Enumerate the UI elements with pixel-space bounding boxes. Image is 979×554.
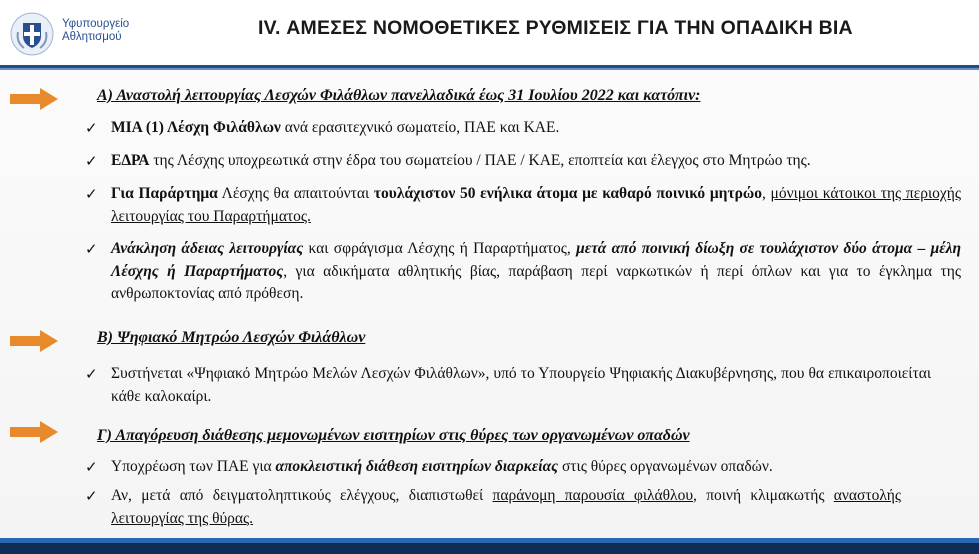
checkmark-icon: ✓ — [85, 185, 98, 203]
item-underlined-text-2: αναστολής λειτουργίας της θύρας. — [111, 487, 901, 527]
orange-arrow-icon — [10, 421, 58, 443]
item-bold-text: Για Παράρτημα — [111, 185, 218, 202]
section-a-heading: Α) Αναστολή λειτουργίας Λεσχών Φιλάθλων πανελλαδικά έως 31 Ιουλίου 2022 και κατόπιν: — [97, 87, 701, 104]
orange-arrow-icon — [10, 88, 58, 110]
item-text: ανά ερασιτεχνικό σωματείο, ΠΑΕ και ΚΑΕ. — [280, 119, 560, 136]
section-c-item-1 — [111, 456, 961, 479]
item-text: Αν, μετά από δειγματοληπτικούς ελέγχους, διαπιστωθεί — [111, 487, 493, 504]
checkmark-icon: ✓ — [85, 119, 98, 137]
item-underlined-text: μόνιμοι κάτοικοι της περιοχής λειτουργίας του Παραρτήματος. — [111, 185, 961, 225]
checkmark-icon: ✓ — [85, 458, 98, 476]
slide-header — [0, 0, 979, 62]
checkmark-icon: ✓ — [85, 487, 98, 505]
item-text: Υποχρέωση των ΠΑΕ για — [111, 458, 276, 475]
item-bold-text: ΕΔΡΑ — [111, 152, 150, 169]
item-underlined-text: παράνομη παρουσία φιλάθλου — [492, 487, 693, 504]
section-a-item-3 — [111, 183, 961, 228]
item-text-2: , ποινή κλιμακωτής — [693, 487, 834, 504]
item-bold-text: ΜΙΑ (1) Λέσχη Φιλάθλων — [111, 119, 281, 136]
section-c-heading: Γ) Απαγόρευση διάθεσης μεμονωμένων εισιτηρίων στις θύρες των οργανωμένων οπαδών — [97, 427, 690, 444]
item-text: και σφράγισμα Λέσχης ή Παραρτήματος, — [303, 240, 577, 257]
checkmark-icon: ✓ — [85, 240, 98, 258]
section-b-item-1 — [111, 363, 931, 408]
checkmark-icon: ✓ — [85, 365, 98, 383]
ministry-line-2: Αθλητισμού — [62, 31, 122, 43]
section-a-item-4 — [111, 238, 961, 306]
greek-coat-of-arms-icon — [10, 12, 54, 56]
item-bold-text-2: μετά από ποινική δίωξη σε τουλάχιστον δύο άτομα – μέλη Λέσχης ή Παραρτήματος — [111, 240, 961, 280]
section-b-heading: Β) Ψηφιακό Μητρώο Λεσχών Φιλάθλων — [97, 329, 366, 346]
slide-title: IV. ΑΜΕΣΕΣ ΝΟΜΟΘΕΤΙΚΕΣ ΡΥΘΜΙΣΕΙΣ ΓΙΑ ΤΗΝ ΟΠΑΔΙΚΗ ΒΙΑ — [258, 17, 853, 39]
item-bold-text: Ανάκληση άδειας λειτουργίας — [111, 240, 304, 257]
item-text-2: στις θύρες οργανωμένων οπαδών. — [558, 458, 773, 475]
footer-bar-dark — [0, 543, 979, 554]
section-a-item-1 — [111, 117, 951, 140]
item-text-2: , για αδικήματα αθλητικής βίας, παράβαση περί ναρκωτικών ή περί όπλων και για το έγκλημα της ανθρωποκτονίας από πρόθεση. — [111, 262, 961, 302]
section-a-item-2 — [111, 150, 961, 173]
item-text: Λέσχης θα απαιτούνται — [217, 185, 374, 202]
item-text: Συστήνεται «Ψηφιακό Μητρώο Μελών Λεσχών Φιλάθλων», υπό το Υπουργείο Ψηφιακής Διακυβέρνησης, που θα επικαιροποιείται κάθε καλοκαίρι. — [111, 365, 931, 405]
checkmark-icon: ✓ — [85, 152, 98, 170]
item-text: της Λέσχης υποχρεωτικά στην έδρα του σωματείου / ΠΑΕ / ΚΑΕ, εποπτεία και έλεγχος στο Μητρώο της. — [149, 152, 811, 169]
item-bold-text-2: τουλάχιστον 50 ενήλικα άτομα με καθαρό ποινικό μητρώο — [373, 185, 762, 202]
item-bold-text: αποκλειστική διάθεση εισιτηρίων διαρκείας — [275, 458, 559, 475]
orange-arrow-icon — [10, 330, 58, 352]
ministry-line-1: Υφυπουργείο — [62, 18, 130, 30]
item-text-2: , — [761, 185, 771, 202]
ministry-name — [62, 18, 129, 44]
section-c-item-2 — [111, 485, 901, 530]
